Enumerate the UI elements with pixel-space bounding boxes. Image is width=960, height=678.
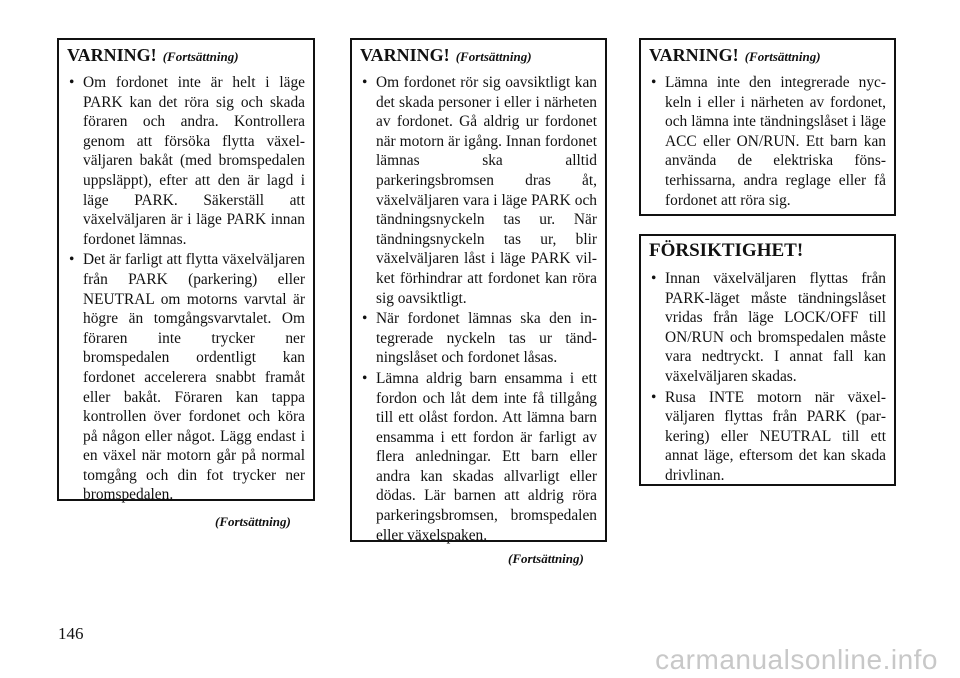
warning-title: VARNING! [67,45,157,65]
caution-box [639,234,896,486]
warning-bullet: • Lämna aldrig barn ensamma i ett fordon och låt dem inte få tillgång till ett olåst fordon. Att lämna barn ensamma i ett fordon är farligt av flera anledningar. Ett barn eller andra kan skadas allvarligt eller dödas. Lär barnen att aldrig röra parkeringsbromsen, bromspedalen eller växelspaken. [360,369,597,545]
warning-title: VARNING! [360,45,450,65]
continued-note-col2: (Fortsättning) [508,551,584,566]
caution-heading: FÖRSIKTIGHET! [649,240,804,261]
warning-heading [360,45,597,67]
warning-title: VARNING! [649,45,739,65]
page-number: 146 [58,624,84,643]
heading-continuation: (Fortsättning) [455,49,532,64]
warning-list [67,73,305,505]
warning-heading [67,45,305,67]
continued-note-col1: (Fortsättning) [215,514,291,529]
caution-bullet: • Rusa INTE motorn när växelväljaren flyttas från PARK (parkering) eller NEUTRAL till ett annat läge, eftersom det kan skada drivlinan. [649,388,886,486]
caution-list [649,269,886,486]
watermark: carmanualsonline.info [655,644,938,675]
warning-box-col2 [350,38,607,542]
caution-bullet: • Innan växelväljaren flyttas från PARK-läget måste tändningslåset vridas från läge LOCK/OFF till ON/RUN och bromspedalen måste vara nedtryckt. I annat fall kan växelväljaren skadas. [649,269,886,387]
warning-bullet: • Lämna inte den integrerade nyckeln i eller i närheten av fordonet, och lämna inte tändningslåset i läge ACC eller ON/RUN. Ett barn kan använda de elektriska fönsterhissarna, andra reglage eller få fordonet att röra sig. [649,73,886,210]
warning-list [649,73,886,210]
warning-bullet: • Om fordonet inte är helt i läge PARK kan det röra sig och skada föraren och andra. Kontrollera genom att försöka flytta växelväljaren bakåt (med bromspedalen uppsläppt), efter att den är lagd i läge PARK. Säkerställ att växelväljaren är i läge PARK innan fordonet lämnas. [67,73,305,249]
heading-continuation: (Fortsättning) [162,49,239,64]
warning-bullet: • Det är farligt att flytta växelväljaren från PARK (parkering) eller NEUTRAL om motorns varvtal är högre än tomgångsvarvtalet. Om föraren inte trycker ner bromspedalen ordentligt kan fordonet accelerera snabbt framåt eller bakåt. Föraren kan tappa kontrollen över fordonet och köra på någon eller något. Lägg endast i en växel när motorn går på normal tomgång och din fot trycker ner bromspedalen. [67,250,305,505]
warning-heading [649,45,886,67]
heading-continuation: (Fortsättning) [744,49,821,64]
warning-box-col3 [639,38,896,216]
warning-box-col1 [57,38,315,504]
warning-bullet: • Om fordonet rör sig oavsiktligt kan det skada personer i eller i närheten av fordonet. Gå aldrig ur fordonet när motorn är igång. Innan fordonet lämnas ska alltid parkeringsbromsen dras åt, växelväljaren vara i läge PARK och tändningsnyckeln tas ur. När tändningsnyckeln tas ur, blir växelväljaren låst i läge PARK vilket förhindrar att fordonet kan röra sig oavsiktligt. [360,73,597,308]
warning-bullet: • När fordonet lämnas ska den integrerade nyckeln tas ur tändningslåset och fordonet låsas. [360,309,597,368]
warning-list [360,73,597,545]
